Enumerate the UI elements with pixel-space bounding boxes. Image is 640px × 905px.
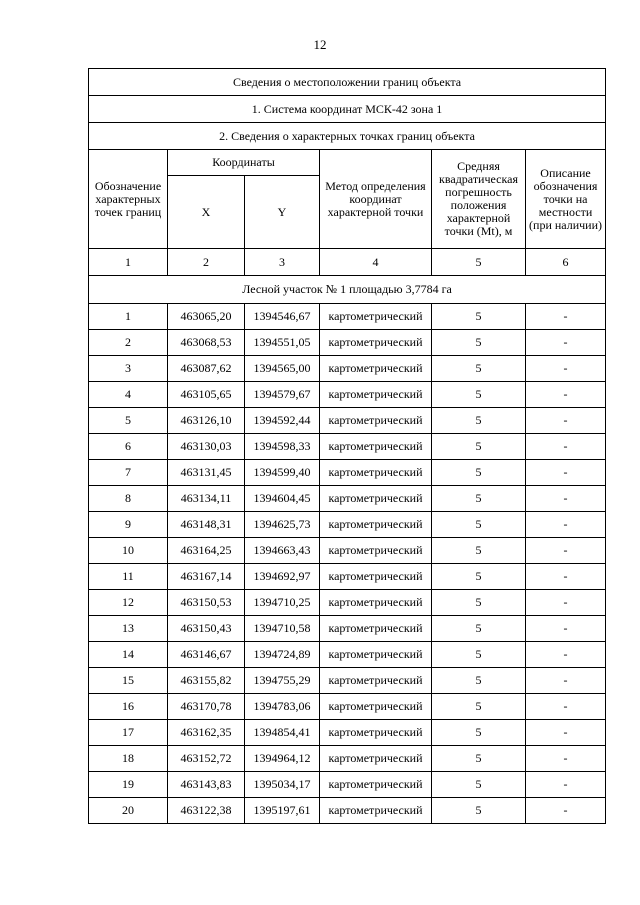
table-row [89,720,606,746]
description-cell: - [526,694,606,720]
error-cell: 5 [432,538,526,564]
y-coordinate-cell: 1394546,67 [245,304,320,330]
description-cell: - [526,642,606,668]
point-number-cell: 3 [89,356,168,382]
point-number-cell: 11 [89,564,168,590]
point-number-cell: 8 [89,486,168,512]
x-coordinate-cell: 463152,72 [168,746,245,772]
x-coordinate-cell: 463130,03 [168,434,245,460]
table-title: Сведения о местоположении границ объекта [89,69,606,96]
description-cell: - [526,668,606,694]
x-coordinate-cell: 463122,38 [168,798,245,824]
point-number-cell: 1 [89,304,168,330]
coordinate-rows [89,304,606,824]
y-coordinate-cell: 1394565,00 [245,356,320,382]
x-coordinate-cell: 463131,45 [168,460,245,486]
table-row [89,486,606,512]
table-row [89,382,606,408]
table-row [89,694,606,720]
y-coordinate-cell: 1394710,25 [245,590,320,616]
description-cell: - [526,746,606,772]
table-row [89,746,606,772]
column-number: 6 [526,249,606,276]
method-cell: картометрический [320,616,432,642]
error-cell: 5 [432,460,526,486]
method-cell: картометрический [320,720,432,746]
table-row [89,434,606,460]
table-row [89,408,606,434]
y-coordinate-cell: 1394592,44 [245,408,320,434]
y-coordinate-cell: 1394964,12 [245,746,320,772]
point-number-cell: 5 [89,408,168,434]
y-coordinate-cell: 1395197,61 [245,798,320,824]
table-row [89,642,606,668]
table-row [89,772,606,798]
table-row [89,512,606,538]
error-cell: 5 [432,720,526,746]
y-coordinate-cell: 1394854,41 [245,720,320,746]
error-cell: 5 [432,486,526,512]
point-number-cell: 2 [89,330,168,356]
table-row [89,668,606,694]
header-y: Y [245,176,320,249]
error-cell: 5 [432,746,526,772]
x-coordinate-cell: 463155,82 [168,668,245,694]
error-cell: 5 [432,616,526,642]
error-cell: 5 [432,590,526,616]
table-row [89,798,606,824]
point-number-cell: 20 [89,798,168,824]
x-coordinate-cell: 463164,25 [168,538,245,564]
error-cell: 5 [432,564,526,590]
x-coordinate-cell: 463162,35 [168,720,245,746]
method-cell: картометрический [320,382,432,408]
method-cell: картометрический [320,564,432,590]
point-number-cell: 15 [89,668,168,694]
method-cell: картометрический [320,434,432,460]
y-coordinate-cell: 1394625,73 [245,512,320,538]
error-cell: 5 [432,668,526,694]
column-number: 5 [432,249,526,276]
description-cell: - [526,434,606,460]
header-point-description: Описание обозначения точки на местности (при наличии) [526,150,606,249]
y-coordinate-cell: 1394598,33 [245,434,320,460]
x-coordinate-cell: 463068,53 [168,330,245,356]
description-cell: - [526,564,606,590]
description-cell: - [526,720,606,746]
description-cell: - [526,304,606,330]
x-coordinate-cell: 463143,83 [168,772,245,798]
column-number: 4 [320,249,432,276]
method-cell: картометрический [320,512,432,538]
description-cell: - [526,460,606,486]
method-cell: картометрический [320,746,432,772]
error-cell: 5 [432,512,526,538]
points-section-title: 2. Сведения о характерных точках границ объекта [89,123,606,150]
x-coordinate-cell: 463146,67 [168,642,245,668]
table-row [89,590,606,616]
x-coordinate-cell: 463065,20 [168,304,245,330]
x-coordinate-cell: 463134,11 [168,486,245,512]
method-cell: картометрический [320,694,432,720]
table-row [89,356,606,382]
table-row [89,460,606,486]
point-number-cell: 19 [89,772,168,798]
coordinate-system: 1. Система координат МСК-42 зона 1 [89,96,606,123]
header-coordinates: Координаты [168,150,320,176]
y-coordinate-cell: 1394663,43 [245,538,320,564]
description-cell: - [526,798,606,824]
forest-plot-title: Лесной участок № 1 площадью 3,7784 га [89,276,606,304]
point-number-cell: 10 [89,538,168,564]
method-cell: картометрический [320,356,432,382]
x-coordinate-cell: 463167,14 [168,564,245,590]
error-cell: 5 [432,330,526,356]
point-number-cell: 18 [89,746,168,772]
column-number: 3 [245,249,320,276]
y-coordinate-cell: 1394692,97 [245,564,320,590]
description-cell: - [526,356,606,382]
description-cell: - [526,486,606,512]
x-coordinate-cell: 463105,65 [168,382,245,408]
method-cell: картометрический [320,486,432,512]
point-number-cell: 12 [89,590,168,616]
error-cell: 5 [432,694,526,720]
column-number: 2 [168,249,245,276]
table-row [89,616,606,642]
y-coordinate-cell: 1394599,40 [245,460,320,486]
error-cell: 5 [432,408,526,434]
method-cell: картометрический [320,460,432,486]
method-cell: картометрический [320,304,432,330]
y-coordinate-cell: 1395034,17 [245,772,320,798]
table-row [89,330,606,356]
method-cell: картометрический [320,590,432,616]
error-cell: 5 [432,382,526,408]
error-cell: 5 [432,642,526,668]
method-cell: картометрический [320,772,432,798]
table-row [89,538,606,564]
description-cell: - [526,512,606,538]
method-cell: картометрический [320,642,432,668]
y-coordinate-cell: 1394604,45 [245,486,320,512]
y-coordinate-cell: 1394579,67 [245,382,320,408]
point-number-cell: 17 [89,720,168,746]
point-number-cell: 13 [89,616,168,642]
description-cell: - [526,408,606,434]
method-cell: картометрический [320,668,432,694]
x-coordinate-cell: 463087,62 [168,356,245,382]
method-cell: картометрический [320,798,432,824]
x-coordinate-cell: 463150,43 [168,616,245,642]
description-cell: - [526,538,606,564]
x-coordinate-cell: 463150,53 [168,590,245,616]
description-cell: - [526,772,606,798]
description-cell: - [526,382,606,408]
error-cell: 5 [432,356,526,382]
x-coordinate-cell: 463170,78 [168,694,245,720]
point-number-cell: 9 [89,512,168,538]
y-coordinate-cell: 1394783,06 [245,694,320,720]
header-method: Метод определения координат характерной точки [320,150,432,249]
y-coordinate-cell: 1394710,58 [245,616,320,642]
boundary-coordinates-table [88,68,606,824]
description-cell: - [526,330,606,356]
header-point-designation: Обозначение характерных точек границ [89,150,168,249]
y-coordinate-cell: 1394551,05 [245,330,320,356]
x-coordinate-cell: 463126,10 [168,408,245,434]
column-number: 1 [89,249,168,276]
x-coordinate-cell: 463148,31 [168,512,245,538]
point-number-cell: 7 [89,460,168,486]
table-row [89,564,606,590]
y-coordinate-cell: 1394724,89 [245,642,320,668]
error-cell: 5 [432,798,526,824]
error-cell: 5 [432,304,526,330]
point-number-cell: 14 [89,642,168,668]
point-number-cell: 16 [89,694,168,720]
method-cell: картометрический [320,538,432,564]
point-number-cell: 6 [89,434,168,460]
description-cell: - [526,590,606,616]
method-cell: картометрический [320,330,432,356]
error-cell: 5 [432,434,526,460]
description-cell: - [526,616,606,642]
header-mean-square-error: Средняя квадратическая погрешность положения характерной точки (Mt), м [432,150,526,249]
error-cell: 5 [432,772,526,798]
point-number-cell: 4 [89,382,168,408]
method-cell: картометрический [320,408,432,434]
y-coordinate-cell: 1394755,29 [245,668,320,694]
header-x: X [168,176,245,249]
page-number: 12 [313,37,327,52]
table-row [89,304,606,330]
